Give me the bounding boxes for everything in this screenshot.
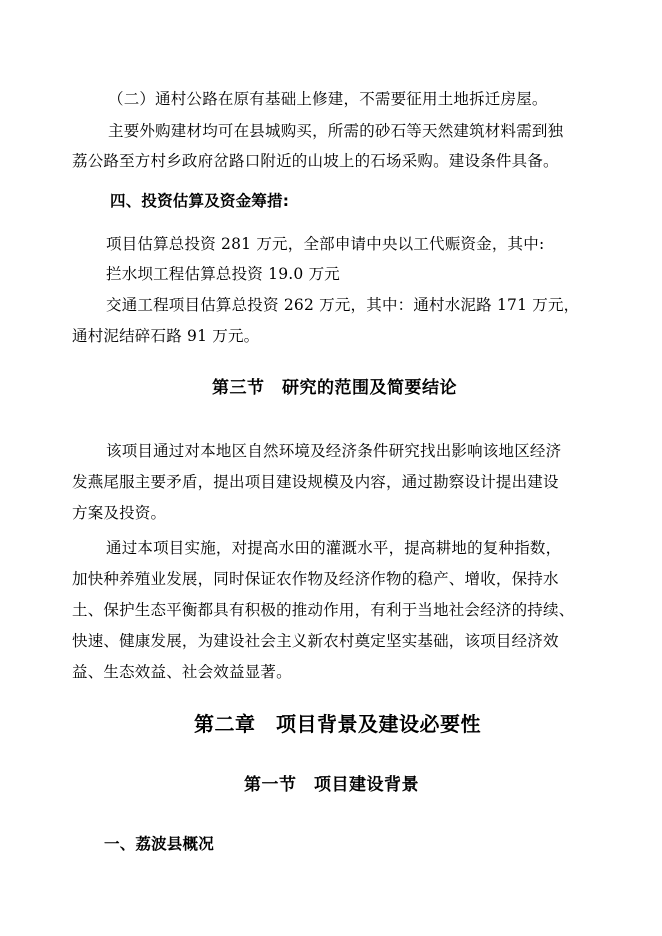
- chapter-2-section-1-heading: 第一节 项目建设背景: [244, 775, 419, 795]
- investment-line-2: 拦水坝工程估算总投资 19.0 万元: [106, 265, 340, 283]
- investment-line-3: 交通工程项目估算总投资 262 万元，其中：通村水泥路 171 万元，: [106, 296, 580, 314]
- conclusion-paragraph-line-2: 加快种养殖业发展，同时保证农作物及经济作物的稳产、增收，保持水: [72, 570, 559, 588]
- scope-paragraph-line-1: 该项目通过对本地区自然环境及经济条件研究找出影响该地区经济: [106, 442, 562, 460]
- conclusion-paragraph-line-4: 快速、健康发展，为建设社会主义新农村奠定坚实基础，该项目经济效: [72, 632, 559, 650]
- section-3-heading: 第三节 研究的范围及简要结论: [212, 378, 457, 398]
- chapter-2-heading: 第二章 项目背景及建设必要性: [194, 712, 481, 736]
- paragraph-materials-line-2: 荔公路至方村乡政府岔路口附近的山坡上的石场采购。建设条件具备。: [72, 152, 559, 170]
- scope-paragraph-line-3: 方案及投资。: [72, 504, 167, 522]
- conclusion-paragraph-line-5: 益、生态效益、社会效益显著。: [72, 663, 292, 681]
- investment-line-4: 通村泥结碎石路 91 万元。: [72, 327, 260, 345]
- investment-line-1: 项目估算总投资 281 万元，全部申请中央以工代赈资金，其中:: [106, 235, 545, 253]
- heading-investment-estimate: 四、投资估算及资金筹措:: [110, 192, 290, 210]
- paragraph-materials-line-1: 主要外购建材均可在县城购买，所需的砂石等天然建筑材料需到独: [108, 122, 564, 140]
- conclusion-paragraph-line-1: 通过本项目实施，对提高水田的灌溉水平，提高耕地的复种指数，: [106, 539, 562, 557]
- conclusion-paragraph-line-3: 土、保护生态平衡都具有积极的推动作用，有利于当地社会经济的持续、: [72, 601, 575, 619]
- scope-paragraph-line-2: 发燕尾服主要矛盾，提出项目建设规模及内容，通过勘察设计提出建设: [72, 473, 559, 491]
- libo-county-overview-heading: 一、荔波县概况: [104, 835, 214, 853]
- paragraph-road-construction: （二）通村公路在原有基础上修建，不需要征用土地拆迁房屋。: [108, 90, 548, 108]
